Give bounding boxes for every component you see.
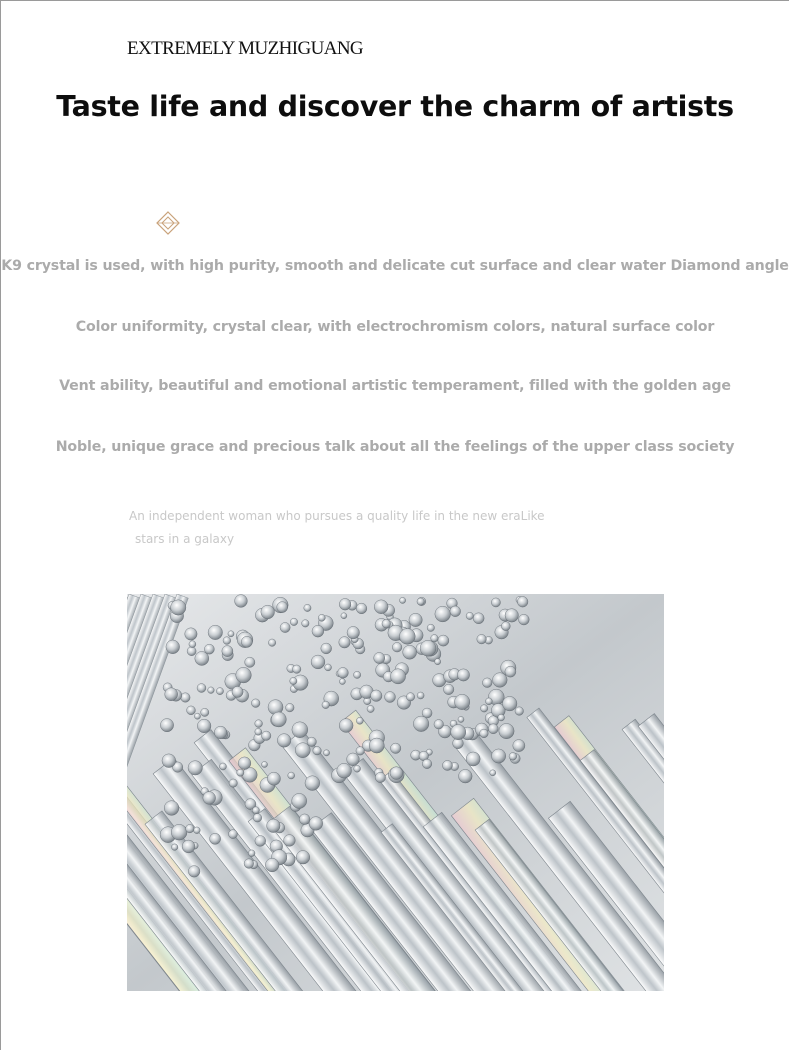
tagline-line-1: An independent woman who pursues a quality life in the new eraLike	[129, 509, 545, 523]
tagline	[129, 505, 589, 551]
feature-line-3: Vent ability, beautiful and emotional artistic temperament, filled with the golden age	[59, 378, 731, 394]
feature-line-4: Noble, unique grace and precious talk about all the feelings of the upper class society	[55, 439, 735, 455]
tagline-line-2: stars in a galaxy	[135, 532, 235, 546]
brand-name: EXTREMELY MUZHIGUANG	[127, 38, 364, 59]
feature-line-2: Color uniformity, crystal clear, with electrochromism colors, natural surface color	[75, 319, 715, 335]
diamond-ornament-icon	[155, 210, 181, 236]
page-headline: Taste life and discover the charm of artists	[56, 90, 734, 123]
crystal-chandelier-photo	[127, 594, 664, 991]
feature-line-1: K9 crystal is used, with high purity, smooth and delicate cut surface and clear water Diamond angle	[1, 258, 789, 274]
